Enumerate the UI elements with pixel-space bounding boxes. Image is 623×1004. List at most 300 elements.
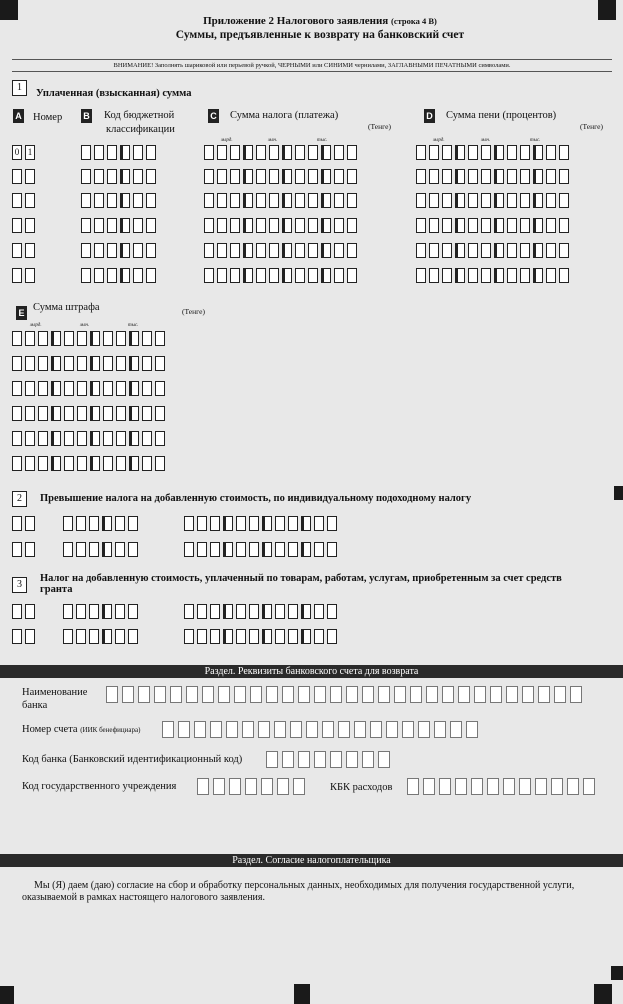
input-cell[interactable] [12,431,22,446]
input-cell[interactable] [327,604,337,619]
input-cell[interactable] [295,169,305,184]
input-cell[interactable] [546,145,556,160]
input-cell[interactable] [103,431,113,446]
input-cell[interactable] [494,193,504,208]
input-cell[interactable] [243,169,253,184]
input-cell[interactable] [423,778,435,795]
input-cell[interactable] [308,193,318,208]
input-cell[interactable] [12,516,22,531]
input-cell[interactable] [217,193,227,208]
input-cell[interactable] [559,218,569,233]
input-cell[interactable] [236,629,246,644]
input-cell[interactable] [282,169,292,184]
fine-amount-input[interactable] [12,456,165,471]
input-cell[interactable] [347,243,357,258]
input-cell[interactable] [249,629,259,644]
input-cell[interactable] [481,218,491,233]
input-cell[interactable] [520,268,530,283]
input-cell[interactable] [362,751,374,768]
input-cell[interactable] [554,686,566,703]
input-cell[interactable] [120,218,130,233]
input-cell[interactable] [94,145,104,160]
input-cell[interactable] [298,751,310,768]
input-cell[interactable] [197,604,207,619]
input-cell[interactable] [184,604,194,619]
input-cell[interactable] [481,243,491,258]
input-cell[interactable] [322,721,334,738]
input-cell[interactable] [506,686,518,703]
input-cell[interactable] [429,193,439,208]
input-cell[interactable] [321,268,331,283]
input-cell[interactable] [223,629,233,644]
input-cell[interactable] [25,516,35,531]
input-cell[interactable] [468,193,478,208]
input-cell[interactable] [455,268,465,283]
input-cell[interactable] [107,218,117,233]
kbk-input[interactable] [63,542,138,557]
input-cell[interactable] [258,721,270,738]
input-cell[interactable] [115,604,125,619]
input-cell[interactable] [295,218,305,233]
input-cell[interactable] [256,218,266,233]
input-cell[interactable] [63,604,73,619]
input-cell[interactable] [12,331,22,346]
input-cell[interactable] [546,193,556,208]
input-cell[interactable] [142,431,152,446]
input-cell[interactable] [321,243,331,258]
input-cell[interactable] [103,381,113,396]
input-cell[interactable] [507,193,517,208]
input-cell[interactable] [197,629,207,644]
input-cell[interactable] [282,145,292,160]
input-cell[interactable] [306,721,318,738]
input-cell[interactable] [197,516,207,531]
input-cell[interactable] [583,778,595,795]
input-cell[interactable] [559,145,569,160]
input-cell[interactable] [129,406,139,421]
input-cell[interactable] [507,169,517,184]
input-cell[interactable] [230,193,240,208]
input-cell[interactable] [129,431,139,446]
input-cell[interactable] [293,778,305,795]
input-cell[interactable] [266,751,278,768]
input-cell[interactable] [243,243,253,258]
input-cell[interactable] [12,604,22,619]
input-cell[interactable] [210,542,220,557]
input-cell[interactable] [51,331,61,346]
kbk-input[interactable] [63,516,138,531]
input-cell[interactable] [354,721,366,738]
input-cell[interactable] [471,778,483,795]
penalty-interest-input[interactable] [416,243,569,258]
input-cell[interactable] [12,406,22,421]
input-cell[interactable] [170,686,182,703]
input-cell[interactable] [455,243,465,258]
input-cell[interactable] [12,629,22,644]
input-cell[interactable] [416,218,426,233]
input-cell[interactable] [334,243,344,258]
input-cell[interactable] [282,218,292,233]
input-cell[interactable] [204,268,214,283]
kbk-input[interactable] [81,268,156,283]
input-cell[interactable] [64,331,74,346]
input-cell[interactable] [450,721,462,738]
input-cell[interactable] [89,629,99,644]
input-cell[interactable] [217,218,227,233]
input-cell[interactable] [184,516,194,531]
input-cell[interactable] [116,381,126,396]
input-cell[interactable] [146,169,156,184]
tax-amount-input[interactable] [204,169,357,184]
input-cell[interactable] [155,431,165,446]
input-cell[interactable] [94,169,104,184]
input-cell[interactable] [416,243,426,258]
input-cell[interactable] [426,686,438,703]
input-cell[interactable] [533,193,543,208]
input-cell[interactable] [559,243,569,258]
input-cell[interactable] [481,145,491,160]
input-cell[interactable] [81,145,91,160]
input-cell[interactable] [262,629,272,644]
input-cell[interactable] [249,542,259,557]
input-cell[interactable] [129,356,139,371]
input-cell[interactable] [249,516,259,531]
input-cell[interactable] [321,218,331,233]
input-cell[interactable] [90,456,100,471]
amount-input[interactable] [184,604,337,619]
input-cell[interactable] [128,604,138,619]
input-cell[interactable] [223,516,233,531]
input-cell[interactable] [217,169,227,184]
input-cell[interactable] [520,218,530,233]
input-cell[interactable] [559,169,569,184]
input-cell[interactable] [38,381,48,396]
input-cell[interactable] [378,686,390,703]
input-cell[interactable] [107,193,117,208]
input-cell[interactable] [155,356,165,371]
input-cell[interactable] [107,169,117,184]
input-cell[interactable] [275,516,285,531]
input-cell[interactable] [217,145,227,160]
input-cell[interactable] [327,516,337,531]
input-cell[interactable] [107,243,117,258]
input-cell[interactable] [269,243,279,258]
input-cell[interactable] [334,268,344,283]
input-cell[interactable] [90,431,100,446]
input-cell[interactable] [63,516,73,531]
input-cell[interactable] [128,629,138,644]
input-cell[interactable] [120,193,130,208]
input-cell[interactable] [38,356,48,371]
input-cell[interactable] [308,243,318,258]
input-cell[interactable] [250,686,262,703]
input-cell[interactable] [321,193,331,208]
amount-input[interactable] [184,542,337,557]
input-cell[interactable] [520,243,530,258]
input-cell[interactable] [25,218,35,233]
input-cell[interactable] [129,331,139,346]
input-cell[interactable] [162,721,174,738]
input-cell[interactable] [439,778,451,795]
input-cell[interactable] [107,145,117,160]
input-cell[interactable] [243,268,253,283]
input-cell[interactable] [128,542,138,557]
input-cell[interactable] [266,686,278,703]
fine-amount-input[interactable] [12,431,165,446]
input-cell[interactable] [386,721,398,738]
input-cell[interactable] [570,686,582,703]
input-cell[interactable] [334,193,344,208]
number-input[interactable] [12,169,35,184]
input-cell[interactable] [468,243,478,258]
input-cell[interactable] [155,381,165,396]
input-cell[interactable] [25,431,35,446]
input-cell[interactable] [429,169,439,184]
input-cell[interactable] [25,193,35,208]
input-cell[interactable]: 1 [25,145,35,160]
input-cell[interactable] [455,193,465,208]
input-cell[interactable] [243,145,253,160]
input-cell[interactable] [133,243,143,258]
input-cell[interactable] [77,356,87,371]
input-cell[interactable] [218,686,230,703]
input-cell[interactable] [242,721,254,738]
input-cell[interactable] [230,145,240,160]
input-cell[interactable] [102,542,112,557]
input-cell[interactable] [282,686,294,703]
account-number-input[interactable] [162,721,478,738]
input-cell[interactable] [567,778,579,795]
input-cell[interactable] [538,686,550,703]
input-cell[interactable] [229,778,241,795]
input-cell[interactable] [522,686,534,703]
input-cell[interactable] [51,431,61,446]
input-cell[interactable] [468,218,478,233]
penalty-interest-input[interactable] [416,145,569,160]
input-cell[interactable] [245,778,257,795]
input-cell[interactable] [76,629,86,644]
input-cell[interactable] [204,218,214,233]
input-cell[interactable] [487,778,499,795]
input-cell[interactable] [559,193,569,208]
input-cell[interactable] [418,721,430,738]
input-cell[interactable] [262,604,272,619]
input-cell[interactable] [94,243,104,258]
input-cell[interactable] [295,193,305,208]
input-cell[interactable] [12,456,22,471]
input-cell[interactable] [288,542,298,557]
penalty-interest-input[interactable] [416,218,569,233]
input-cell[interactable] [282,751,294,768]
input-cell[interactable] [455,169,465,184]
input-cell[interactable] [116,456,126,471]
input-cell[interactable] [154,686,166,703]
input-cell[interactable] [89,542,99,557]
input-cell[interactable] [155,456,165,471]
input-cell[interactable] [51,456,61,471]
input-cell[interactable] [133,145,143,160]
input-cell[interactable] [230,268,240,283]
input-cell[interactable] [301,604,311,619]
input-cell[interactable] [308,218,318,233]
input-cell[interactable] [546,243,556,258]
input-cell[interactable] [314,686,326,703]
input-cell[interactable] [434,721,446,738]
input-cell[interactable] [146,145,156,160]
input-cell[interactable] [204,169,214,184]
input-cell[interactable] [12,542,22,557]
bank-name-input[interactable] [106,686,582,703]
input-cell[interactable] [64,456,74,471]
input-cell[interactable] [204,243,214,258]
input-cell[interactable] [138,686,150,703]
input-cell[interactable] [146,268,156,283]
input-cell[interactable] [120,268,130,283]
input-cell[interactable] [330,686,342,703]
input-cell[interactable] [442,686,454,703]
input-cell[interactable] [370,721,382,738]
input-cell[interactable] [546,218,556,233]
input-cell[interactable] [194,721,206,738]
input-cell[interactable] [103,331,113,346]
input-cell[interactable] [261,778,273,795]
input-cell[interactable] [455,218,465,233]
input-cell[interactable] [25,542,35,557]
input-cell[interactable] [89,604,99,619]
input-cell[interactable] [77,456,87,471]
input-cell[interactable] [275,604,285,619]
input-cell[interactable] [301,542,311,557]
number-input[interactable] [12,243,35,258]
input-cell[interactable] [494,169,504,184]
input-cell[interactable] [269,169,279,184]
input-cell[interactable] [178,721,190,738]
penalty-interest-input[interactable] [416,193,569,208]
input-cell[interactable] [146,193,156,208]
input-cell[interactable] [230,218,240,233]
input-cell[interactable] [133,193,143,208]
number-input[interactable] [12,218,35,233]
tax-amount-input[interactable] [204,243,357,258]
input-cell[interactable] [120,145,130,160]
input-cell[interactable] [146,243,156,258]
input-cell[interactable] [94,268,104,283]
input-cell[interactable] [25,356,35,371]
input-cell[interactable] [256,145,266,160]
input-cell[interactable] [288,516,298,531]
tax-amount-input[interactable] [204,145,357,160]
input-cell[interactable] [442,193,452,208]
input-cell[interactable] [298,686,310,703]
input-cell[interactable] [243,218,253,233]
input-cell[interactable] [410,686,422,703]
penalty-interest-input[interactable] [416,268,569,283]
input-cell[interactable] [507,243,517,258]
input-cell[interactable] [236,604,246,619]
input-cell[interactable] [295,145,305,160]
input-cell[interactable] [25,629,35,644]
input-cell[interactable] [210,604,220,619]
input-cell[interactable] [507,268,517,283]
input-cell[interactable] [429,218,439,233]
input-cell[interactable] [129,381,139,396]
input-cell[interactable] [107,268,117,283]
number-input[interactable] [12,629,35,644]
input-cell[interactable] [468,169,478,184]
input-cell[interactable] [314,604,324,619]
input-cell[interactable] [466,721,478,738]
input-cell[interactable] [308,169,318,184]
input-cell[interactable] [76,542,86,557]
input-cell[interactable] [494,145,504,160]
input-cell[interactable] [25,268,35,283]
input-cell[interactable] [416,268,426,283]
input-cell[interactable] [559,268,569,283]
input-cell[interactable] [442,268,452,283]
kbk-input[interactable] [81,169,156,184]
input-cell[interactable] [76,516,86,531]
input-cell[interactable] [25,456,35,471]
input-cell[interactable] [64,431,74,446]
input-cell[interactable] [120,243,130,258]
input-cell[interactable] [64,356,74,371]
input-cell[interactable] [217,243,227,258]
input-cell[interactable] [442,243,452,258]
input-cell[interactable] [77,331,87,346]
input-cell[interactable] [81,243,91,258]
input-cell[interactable] [102,604,112,619]
input-cell[interactable] [520,169,530,184]
input-cell[interactable] [275,629,285,644]
input-cell[interactable] [142,406,152,421]
input-cell[interactable] [184,629,194,644]
input-cell[interactable] [90,381,100,396]
input-cell[interactable] [295,268,305,283]
input-cell[interactable] [184,542,194,557]
input-cell[interactable] [116,431,126,446]
input-cell[interactable] [25,406,35,421]
input-cell[interactable] [519,778,531,795]
input-cell[interactable] [128,516,138,531]
input-cell[interactable] [503,778,515,795]
input-cell[interactable] [442,169,452,184]
input-cell[interactable] [81,193,91,208]
input-cell[interactable] [256,193,266,208]
input-cell[interactable] [120,169,130,184]
input-cell[interactable] [378,751,390,768]
input-cell[interactable] [133,218,143,233]
input-cell[interactable] [25,604,35,619]
tax-amount-input[interactable] [204,218,357,233]
fine-amount-input[interactable] [12,381,165,396]
input-cell[interactable] [81,268,91,283]
input-cell[interactable] [256,169,266,184]
input-cell[interactable] [142,331,152,346]
input-cell[interactable] [468,268,478,283]
input-cell[interactable] [301,516,311,531]
input-cell[interactable] [230,169,240,184]
input-cell[interactable] [277,778,289,795]
input-cell[interactable] [334,218,344,233]
input-cell[interactable] [38,431,48,446]
input-cell[interactable] [327,629,337,644]
input-cell[interactable] [520,145,530,160]
number-input[interactable] [12,604,35,619]
input-cell[interactable] [142,356,152,371]
input-cell[interactable] [314,629,324,644]
input-cell[interactable] [115,542,125,557]
input-cell[interactable] [103,406,113,421]
